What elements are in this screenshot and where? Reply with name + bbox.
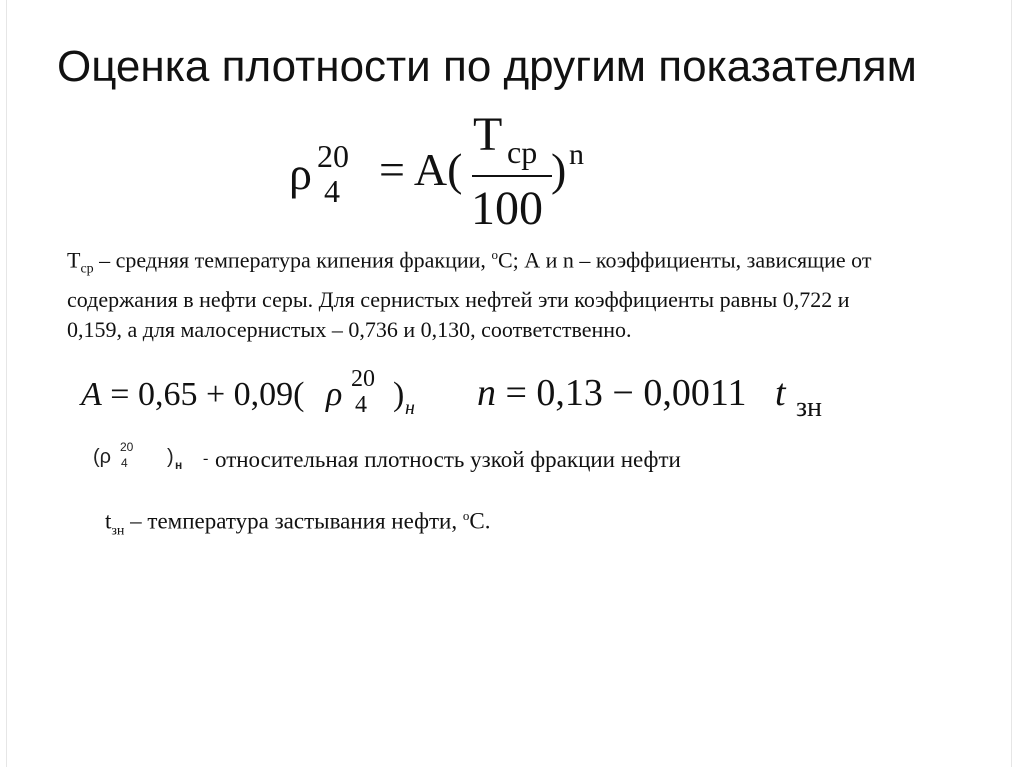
note1-text: относительная плотность узкой фракции нефти <box>215 447 681 472</box>
formula2-close-sub: н <box>405 397 415 419</box>
formula1-superscript: 20 <box>317 138 349 174</box>
formula2-superscript: 20 <box>351 366 375 392</box>
formula1-fraction-bar <box>472 175 552 177</box>
note1-close-paren: ) <box>167 446 174 468</box>
note2-t-sub: зн <box>111 523 125 539</box>
formula3-t: t <box>775 372 786 414</box>
formula2-subscript: 4 <box>355 392 367 418</box>
slide-title: Оценка плотности по другим показателям <box>57 42 917 91</box>
desc-part1: – средняя температура кипения фракции, <box>93 247 492 273</box>
formula2-close-paren: ) <box>393 376 405 413</box>
note1-dash: - <box>203 450 209 467</box>
desc-part2: С; А и n – коэффициенты, зависящие от содержания в нефти серы. Для сернистых нефтей эти коэффициенты равны 0,722 и 0,159, а для малосернистых – 0,736 и 0,130, соответственно. <box>67 247 872 342</box>
desc-t: T <box>67 247 81 273</box>
formula1-denominator: 100 <box>471 182 543 235</box>
description-paragraph <box>67 240 887 345</box>
note2-part1: – температура застывания нефти, <box>124 508 463 534</box>
formula1-numerator: T <box>473 108 503 161</box>
formula1-rho: ρ <box>289 148 312 199</box>
slide <box>6 0 1012 767</box>
note2-part2: С. <box>469 508 491 534</box>
desc-degree: о <box>491 247 498 262</box>
note2-degree: о <box>462 508 470 523</box>
desc-t-sub: ср <box>80 261 94 277</box>
formula2-lhs: A = 0,65 + 0,09( <box>81 376 305 413</box>
note1-close-sub: н <box>175 458 183 472</box>
formula1-subscript: 4 <box>324 173 340 209</box>
formula1-equals-a: = A( <box>379 144 463 195</box>
formula2-rho: ρ <box>326 376 343 413</box>
formula3-t-sub: зн <box>796 392 823 423</box>
formula1-numerator-sub: ср <box>507 134 538 170</box>
note1-subscript: 4 <box>121 456 128 470</box>
formula3-lhs: n = 0,13 − 0,0011 <box>477 372 747 414</box>
formula1-close-paren: ) <box>551 144 567 195</box>
formula1-exponent: n <box>569 138 584 171</box>
note1-superscript: 20 <box>120 440 134 454</box>
freezing-temp-note <box>105 508 490 539</box>
note2-t: t <box>105 508 112 534</box>
note1-rho: (ρ <box>93 446 112 468</box>
